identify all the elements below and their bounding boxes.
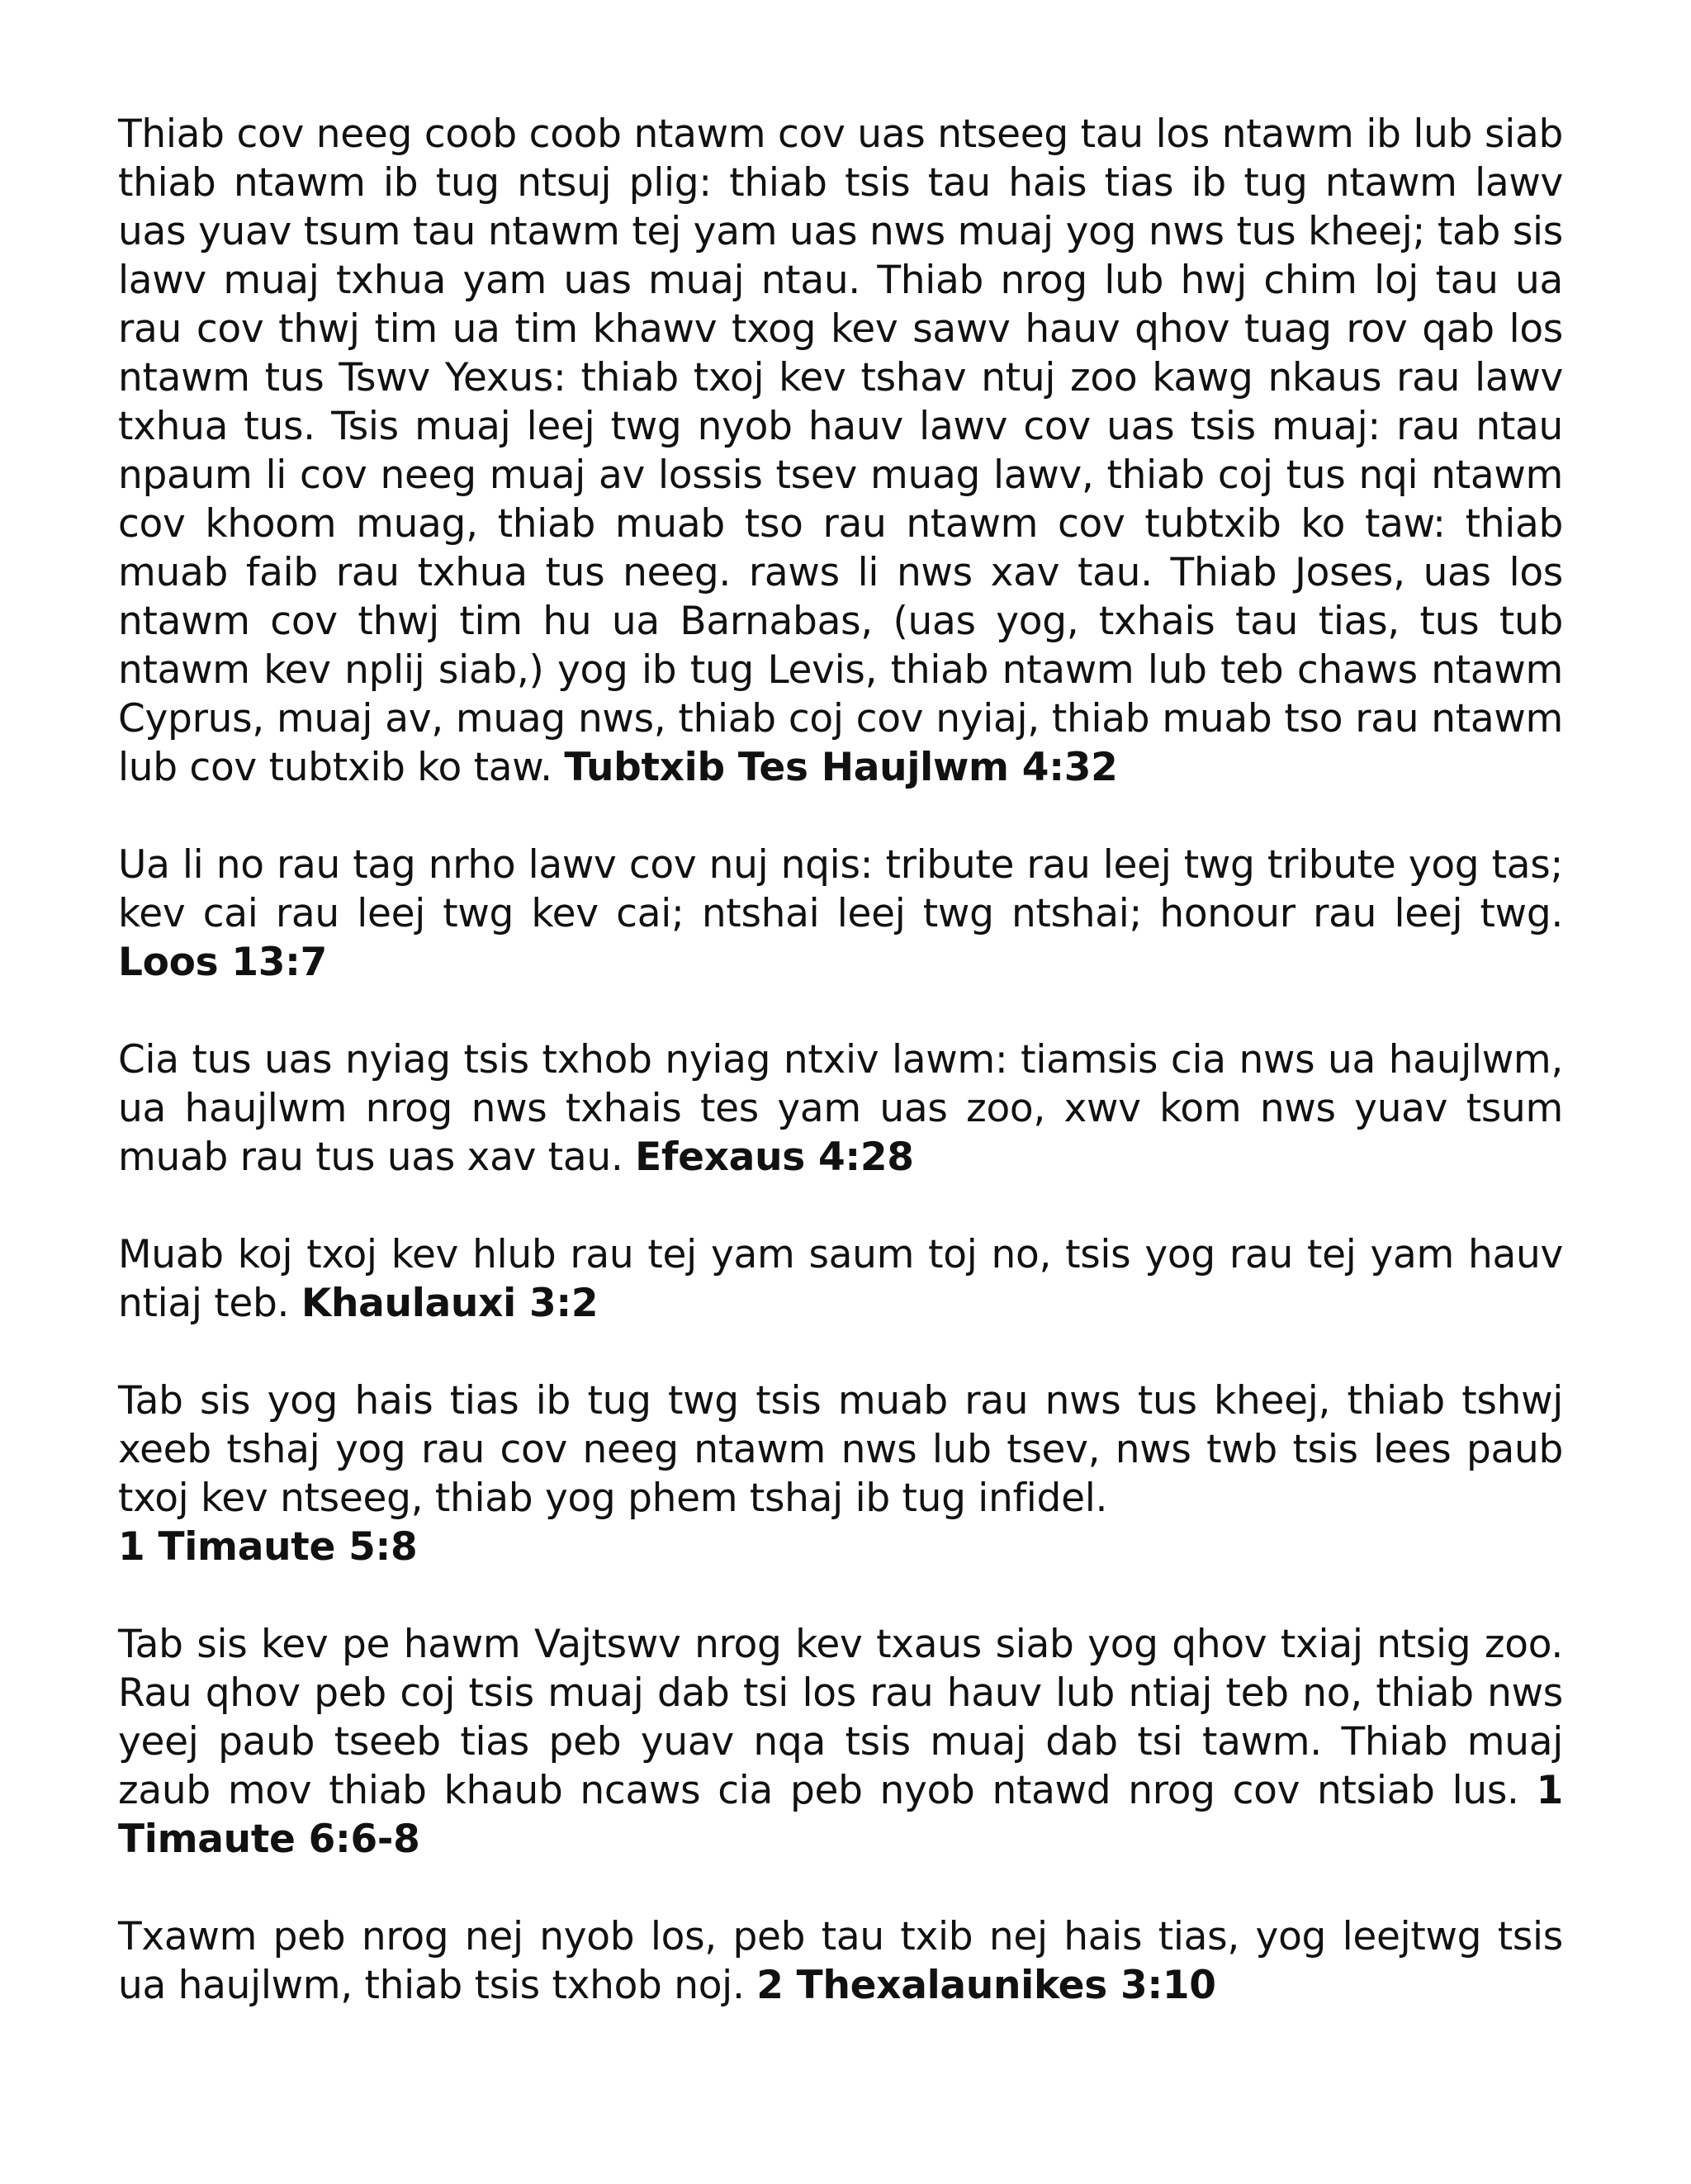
- verse-reference: Loos 13:7: [118, 940, 328, 985]
- verse-reference: Tubtxib Tes Haujlwm 4:32: [564, 745, 1118, 790]
- verse-reference: 1 Timaute 6:6-8: [118, 1768, 1564, 1862]
- verse-text: Tab sis yog hais tias ib tug twg tsis muab rau nws tus kheej, thiab tshwj xeeb tshaj yog rau cov neeg ntawm nws lub tsev, nws twb tsis lees paub txoj kev ntseeg, thiab yog phem tshaj ib tug infidel.: [118, 1378, 1563, 1521]
- verse-reference: 1 Timaute 5:8: [118, 1524, 418, 1570]
- verse-text: Tab sis kev pe hawm Vajtswv nrog kev txaus siab yog qhov txiaj ntsig zoo. Rau qhov peb coj tsis muaj dab tsi los rau hauv lub ntiaj teb no, thiab nws yeej paub tseeb tias peb yuav nqa tsis muaj dab tsi tawm. Thiab muaj zaub mov thiab khaub ncaws cia peb nyob ntawd nrog cov ntsiab lus.: [118, 1622, 1563, 1813]
- verse-paragraph: [118, 1620, 1563, 1864]
- verse-text: Ua li no rau tag nrho lawv cov nuj nqis: tribute rau leej twg tribute yog tas; kev cai rau leej twg kev cai; ntshai leej twg ntshai; honour rau leej twg.: [118, 842, 1563, 936]
- verse-paragraph: [118, 110, 1563, 792]
- verse-text: Thiab cov neeg coob coob ntawm cov uas ntseeg tau los ntawm ib lub siab thiab ntawm ib tug ntsuj plig: thiab tsis tau hais tias ib tug ntawm lawv uas yuav tsum tau ntawm tej yam uas nws muaj yog nws tus kheej; tab sis lawv muaj txhua yam uas muaj ntau. Thiab nrog lub hwj chim loj tau ua rau cov thwj tim ua tim khawv txog kev sawv hauv qhov tuag rov qab los ntawm tus Tswv Yexus: thiab txoj kev tshav ntuj zoo kawg nkaus rau lawv txhua tus. Tsis muaj leej twg nyob hauv lawv cov uas tsis muaj: rau ntau npaum li cov neeg muaj av lossis tsev muag lawv, thiab coj tus nqi ntawm cov khoom muag, thiab muab tso rau ntawm cov tubtxib ko taw: thiab muab faib rau txhua tus neeg. raws li nws xav tau. Thiab Joses, uas los ntawm cov thwj tim hu ua Barnabas, (uas yog, txhais tau tias, tus tub ntawm kev nplij siab,) yog ib tug Levis, thiab ntawm lub teb chaws ntawm Cyprus, muaj av, muag nws, thiab coj cov nyiaj, thiab muab tso rau ntawm lub cov tubtxib ko taw.: [118, 111, 1563, 790]
- verse-text: Cia tus uas nyiag tsis txhob nyiag ntxiv lawm: tiamsis cia nws ua haujlwm, ua haujlwm nrog nws txhais tes yam uas zoo, xwv kom nws yuav tsum muab rau tus uas xav tau.: [118, 1037, 1563, 1180]
- verse-reference: 2 Thexalaunikes 3:10: [756, 1963, 1216, 2008]
- verse-reference: Efexaus 4:28: [635, 1135, 914, 1180]
- verse-paragraph: [118, 1376, 1563, 1571]
- verse-text: Txawm peb nrog nej nyob los, peb tau txib nej hais tias, yog leejtwg tsis ua haujlwm, thiab tsis txhob noj.: [118, 1914, 1563, 2008]
- verse-paragraph: [118, 1912, 1563, 2010]
- verse-paragraph: [118, 1035, 1563, 1182]
- verse-reference: Khaulauxi 3:2: [301, 1281, 599, 1326]
- verse-paragraph: [118, 841, 1563, 987]
- document-page: [118, 110, 1563, 2010]
- verse-paragraph: [118, 1230, 1563, 1328]
- verse-text: Muab koj txoj kev hlub rau tej yam saum toj no, tsis yog rau tej yam hauv ntiaj teb.: [118, 1232, 1563, 1326]
